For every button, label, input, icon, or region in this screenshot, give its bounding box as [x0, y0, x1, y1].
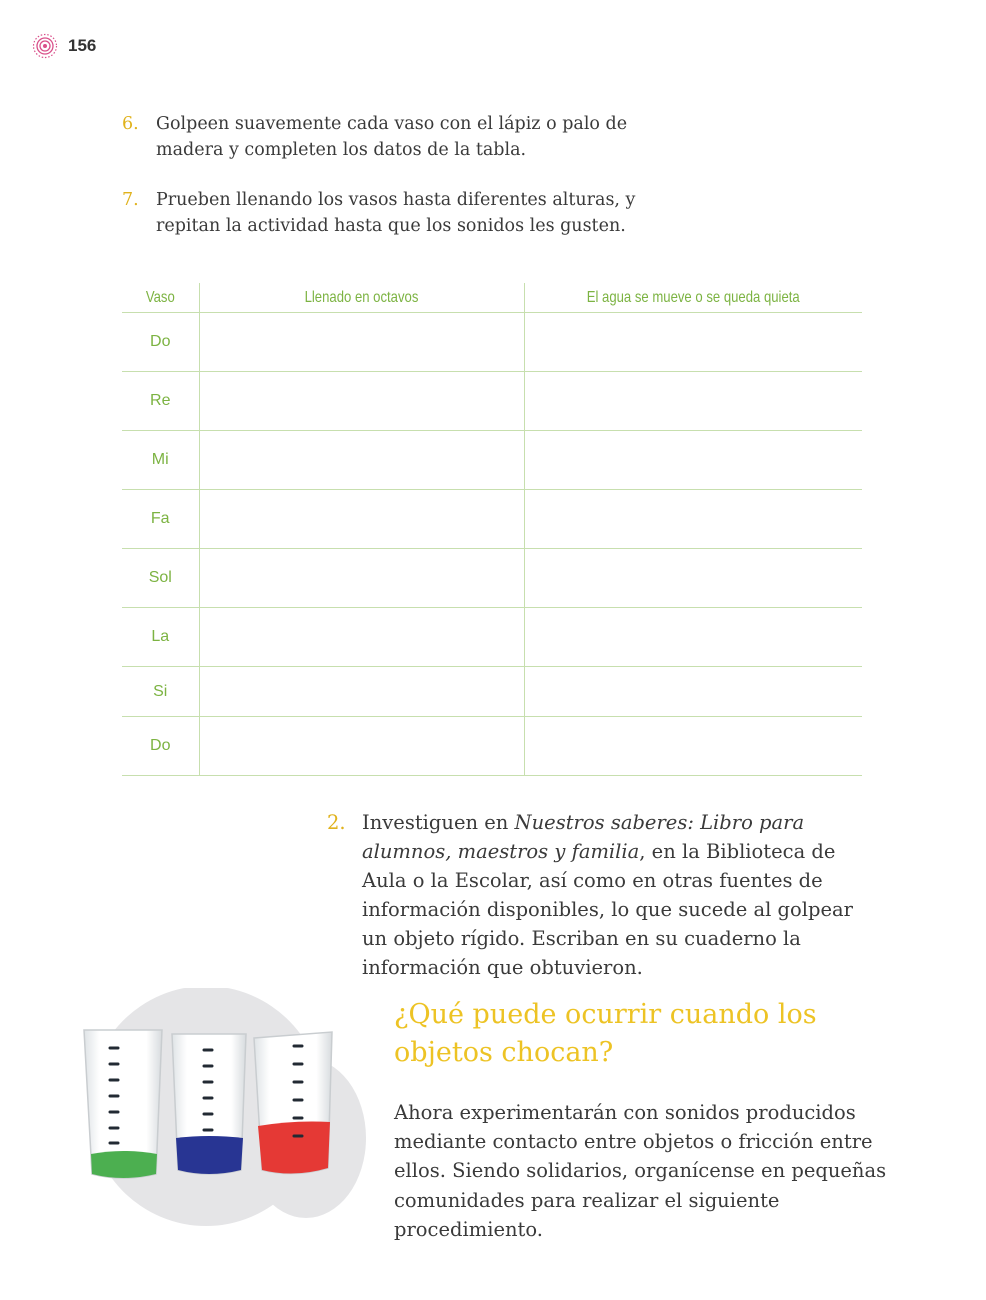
fill-cell[interactable] — [199, 667, 524, 717]
sun-ornament-icon — [32, 33, 58, 59]
header-vaso: Vaso — [129, 283, 192, 313]
table-row — [122, 717, 862, 776]
fill-cell[interactable] — [199, 549, 524, 608]
note-cell: Do — [122, 717, 199, 776]
note-cell: Sol — [122, 549, 199, 608]
header-llenado: Llenado en octavos — [228, 283, 495, 313]
step-number: 7. — [122, 190, 139, 210]
glasses-illustration — [76, 988, 376, 1228]
table-row — [122, 490, 862, 549]
note-cell: La — [122, 608, 199, 667]
fill-cell[interactable] — [199, 431, 524, 490]
table-row — [122, 667, 862, 717]
fill-cell[interactable] — [199, 372, 524, 431]
substep-number: 2. — [327, 811, 346, 834]
glass-blue — [172, 1034, 246, 1174]
section-paragraph: Ahora experimentarán con sonidos producidos mediante contacto entre objetos o fricción entre ellos. Siendo solidarios, organícense en pequeñas comunidades para realizar el siguiente procedimiento. — [394, 1101, 887, 1241]
movement-cell[interactable] — [524, 490, 862, 549]
step-text: Prueben llenando los vasos hasta diferentes alturas, y repitan la actividad hasta que los sonidos les gusten. — [156, 190, 636, 236]
note-cell: Mi — [122, 431, 199, 490]
note-cell: Si — [122, 667, 199, 717]
movement-cell[interactable] — [524, 608, 862, 667]
sound-table — [122, 283, 862, 776]
movement-cell[interactable] — [524, 431, 862, 490]
substep-text — [362, 808, 872, 982]
fill-cell[interactable] — [199, 608, 524, 667]
book-title: Nuestros saberes: Libro para alumnos, maestros y familia — [362, 811, 805, 863]
movement-cell[interactable] — [524, 717, 862, 776]
page-number — [32, 33, 96, 59]
step-number: 6. — [122, 114, 139, 134]
note-cell: Fa — [122, 490, 199, 549]
table-row — [122, 549, 862, 608]
movement-cell[interactable] — [524, 372, 862, 431]
note-cell: Re — [122, 372, 199, 431]
table-row — [122, 313, 862, 372]
fill-cell[interactable] — [199, 717, 524, 776]
substep-text-pre: Investiguen en — [362, 811, 515, 834]
fill-cell[interactable] — [199, 313, 524, 372]
movement-cell[interactable] — [524, 549, 862, 608]
step-7 — [122, 188, 642, 239]
step-6 — [122, 112, 642, 163]
page-number-label: 156 — [68, 36, 97, 55]
header-agua: El agua se mueve o se queda quieta — [554, 283, 831, 313]
note-cell: Do — [122, 313, 199, 372]
substep-2 — [327, 808, 872, 982]
glass-green — [84, 1030, 162, 1178]
table-header-row — [122, 283, 862, 313]
step-text: Golpeen suavemente cada vaso con el lápiz o palo de madera y completen los datos de la tabla. — [156, 114, 628, 160]
fill-cell[interactable] — [199, 490, 524, 549]
movement-cell[interactable] — [524, 313, 862, 372]
table-row — [122, 372, 862, 431]
section-title: ¿Qué puede ocurrir cuando los objetos chocan? — [394, 999, 817, 1068]
substep-text-post: , en la Biblioteca de Aula o la Escolar, así como en otras fuentes de información disponibles, lo que sucede al golpear un objeto rígido. Escriban en su cuaderno la información que obtuvieron. — [362, 840, 853, 979]
glass-red — [254, 1032, 332, 1174]
table-row — [122, 431, 862, 490]
table-row — [122, 608, 862, 667]
movement-cell[interactable] — [524, 667, 862, 717]
